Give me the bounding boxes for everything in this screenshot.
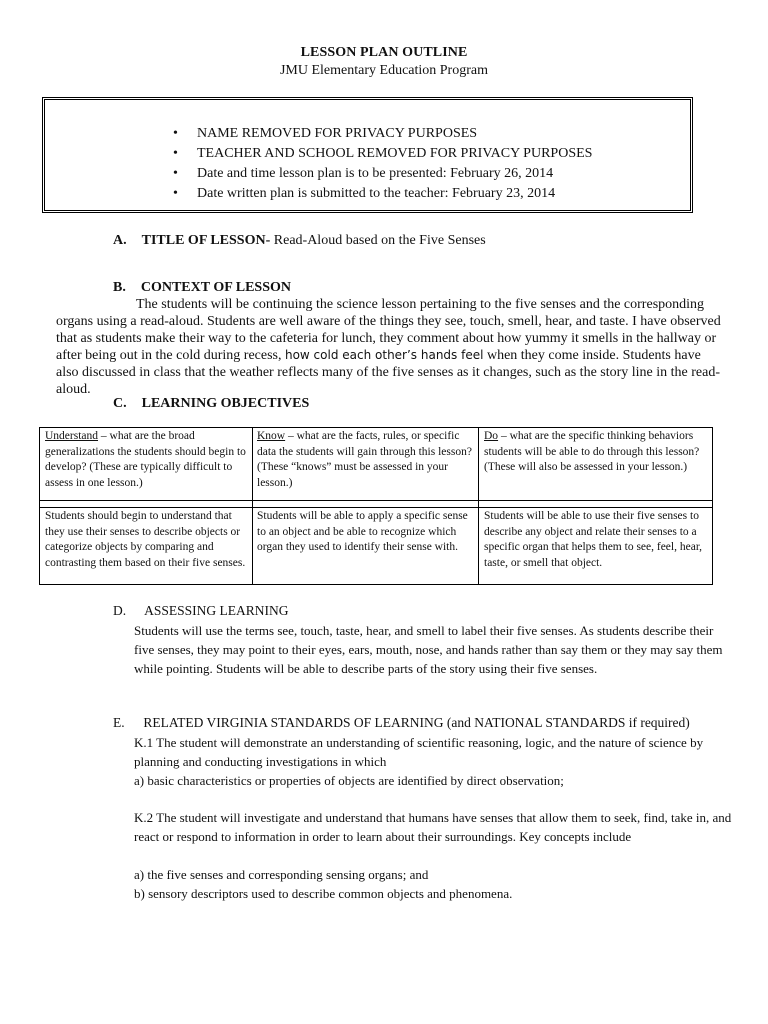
section-d-paragraph: Students will use the terms see, touch, taste, hear, and smell to label their five senses. As students describe their five senses, they may point to their eyes, ears, mouth, nose, and hands rather than say them or they may say them while pointing. Students will be able to describe parts of the story using their five senses. xyxy=(134,623,723,676)
table-divider xyxy=(40,500,712,501)
section-a xyxy=(113,233,486,249)
info-list xyxy=(173,124,592,204)
section-a-text: Read-Aloud based on the Five Senses xyxy=(270,233,486,248)
table-header-key: Know xyxy=(257,430,286,442)
standard-k2a: a) the five senses and corresponding sensing organs; and xyxy=(134,867,429,882)
section-d-title: ASSESSING LEARNING xyxy=(144,603,289,618)
section-a-label: A. xyxy=(113,233,127,248)
table-header-cell xyxy=(257,429,473,491)
list-item: • Date written plan is submitted to the teacher: February 23, 2014 xyxy=(173,184,592,204)
table-header-cell xyxy=(484,429,710,476)
list-item: • NAME REMOVED FOR PRIVACY PURPOSES xyxy=(173,124,592,144)
section-b-text-2: when they come inside. Students have also discussed in class that the weather reflects many of the five senses as it changes, such as the story line in the read-aloud. xyxy=(56,348,721,397)
standard-k2b: b) sensory descriptors used to describe common objects and phenomena. xyxy=(134,886,513,901)
section-e-title: RELATED VIRGINIA STANDARDS OF LEARNING (and NATIONAL STANDARDS if required) xyxy=(143,715,690,730)
page-subtitle: JMU Elementary Education Program xyxy=(279,63,488,78)
section-d-heading xyxy=(113,603,289,619)
list-item: • Date and time lesson plan is to be presented: February 26, 2014 xyxy=(173,164,592,184)
section-d-label: D. xyxy=(113,603,127,618)
table-row-cell: Students will be able to use their five senses to describe any object and relate their senses to a specific organ that helps them to see, feel, hear, taste, or smell that object. xyxy=(484,510,703,569)
table-row-cell: Students should begin to understand that they use their senses to describe objects or categorize objects by comparing and contrasting them based on their five senses. xyxy=(45,510,246,569)
info-box xyxy=(42,97,693,213)
page-title: LESSON PLAN OUTLINE xyxy=(300,45,468,60)
section-c-heading xyxy=(113,396,309,412)
section-b-heading xyxy=(113,280,291,296)
standard-k1a: a) basic characteristics or properties of objects are identified by direct observation; xyxy=(134,773,564,788)
section-b-title: CONTEXT OF LESSON xyxy=(140,280,291,295)
table-header-cell xyxy=(45,429,247,491)
table-header-key: Do xyxy=(484,430,499,442)
table-header-key: Understand xyxy=(45,430,99,442)
table-divider xyxy=(40,507,712,508)
table-header-text: – what are the facts, rules, or specific data the students will gain through this lesson? (These “knows” must be assessed in your lesson.) xyxy=(257,430,472,489)
table-header-text: – what are the broad generalizations the students should begin to develop? (These are typically difficult to assess in one lesson.) xyxy=(45,430,246,489)
table-row-cell: Students will be able to apply a specific sense to an object and be able to recognize which organ they used to identify their sense with. xyxy=(257,510,468,553)
section-b-paragraph xyxy=(56,296,726,398)
standard-k2: K.2 The student will investigate and understand that humans have senses that allow them to seek, find, take in, and react or respond to information in order to learn about their surroundings. Key concepts include xyxy=(134,810,732,844)
section-b-quote: how cold each other’s hands feel xyxy=(284,348,484,362)
section-e-label: E. xyxy=(113,715,125,730)
section-a-title: TITLE OF LESSON- xyxy=(141,233,271,248)
section-c-label: C. xyxy=(113,396,127,411)
section-e-heading xyxy=(113,715,690,731)
list-item: • TEACHER AND SCHOOL REMOVED FOR PRIVACY PURPOSES xyxy=(173,144,592,164)
table-divider xyxy=(252,428,253,584)
objectives-table xyxy=(39,427,713,585)
table-header-text: – what are the specific thinking behaviors students will be able to do through this lesson? (These will also be assessed in your lesson.) xyxy=(484,430,700,473)
table-divider xyxy=(478,428,479,584)
section-b-text-1: The students will be continuing the science lesson pertaining to the five senses and the corresponding organs using a read-aloud. Students are well aware of the things they see, touch, smell, hear, and taste. I have observed that as students make their way to the cafeteria for lunch, they comment about how yummy it smells in the hallway or after being out in the cold during recess, xyxy=(56,297,721,363)
section-c-title: LEARNING OBJECTIVES xyxy=(141,396,310,411)
section-b-label: B. xyxy=(113,280,126,295)
standard-k1: K.1 The student will demonstrate an understanding of scientific reasoning, logic, and the nature of science by planning and conducting investigations in which xyxy=(134,735,704,769)
